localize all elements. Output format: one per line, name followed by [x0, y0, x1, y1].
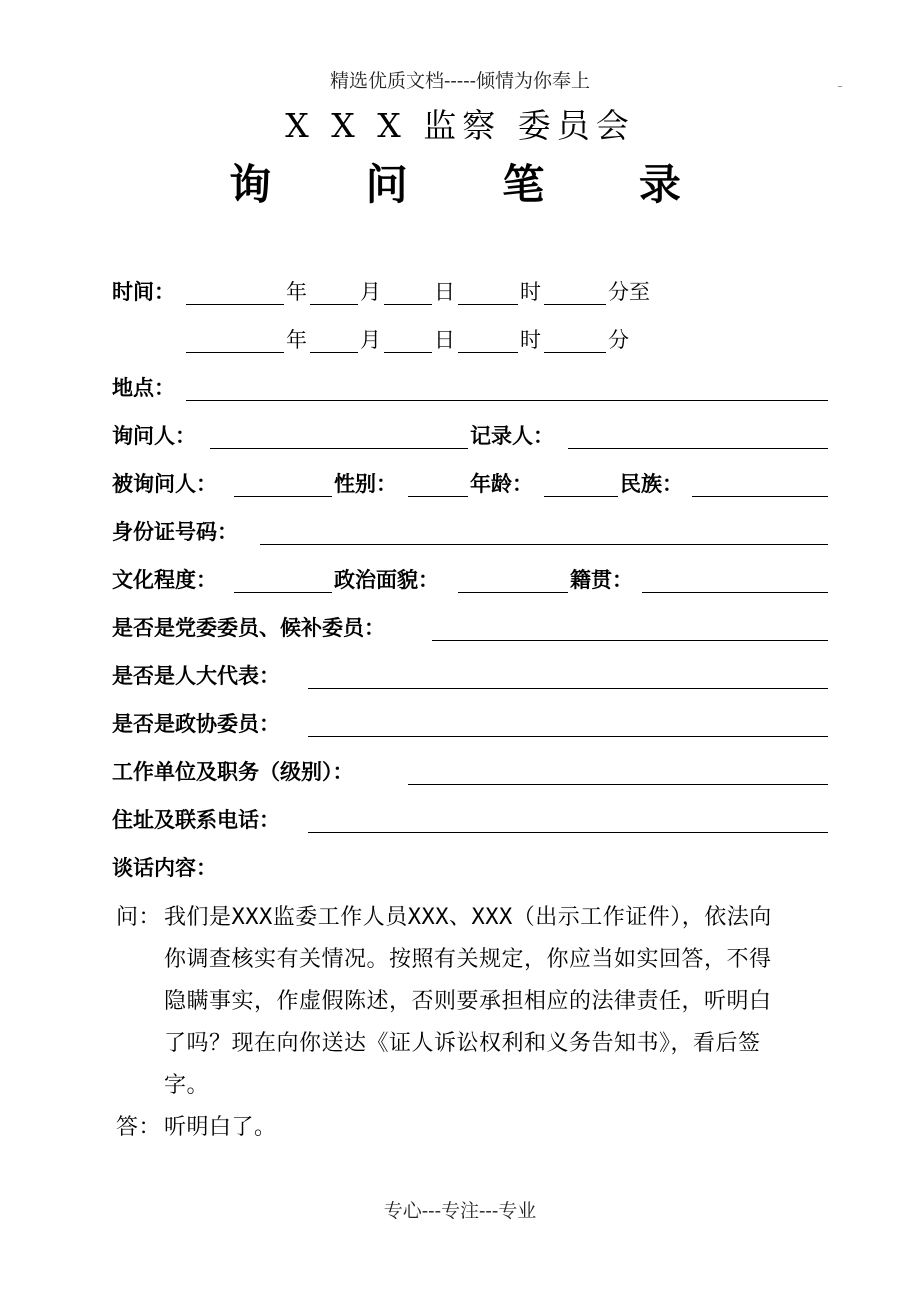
question-line: 隐瞒事实，作虚假陈述，否则要承担相应的法律责任，听明白 — [164, 989, 772, 1014]
question-line: 字。 — [164, 1073, 210, 1098]
start-minute-field[interactable] — [544, 304, 606, 305]
work-unit-row — [112, 756, 828, 788]
document-title: 询 问 笔 录 — [229, 160, 721, 209]
hour-unit: 时 — [520, 280, 541, 304]
start-year-field[interactable] — [186, 304, 284, 305]
day-unit: 日 — [434, 328, 455, 352]
work-unit-label: 工作单位及职务（级别）： — [112, 760, 354, 784]
gender-label: 性别： — [334, 472, 397, 496]
place-label: 地点： — [112, 376, 175, 400]
education-label: 文化程度： — [112, 568, 217, 592]
conversation-label: 谈话内容： — [112, 856, 217, 880]
education-field[interactable] — [234, 592, 332, 593]
party-committee-field[interactable] — [432, 640, 828, 641]
subject-label: 被询问人： — [112, 472, 217, 496]
interviewer-field[interactable] — [210, 448, 468, 449]
ethnicity-label: 民族： — [620, 472, 683, 496]
year-unit: 年 — [286, 280, 307, 304]
start-hour-field[interactable] — [458, 304, 518, 305]
recorder-field[interactable] — [568, 448, 828, 449]
npc-field[interactable] — [308, 688, 828, 689]
month-unit: 月 — [360, 280, 381, 304]
question-line: 我们是XXX监委工作人员XXX、XXX（出示工作证件），依法向 — [164, 905, 772, 930]
minute-to-unit: 分至 — [608, 280, 650, 304]
place-row — [112, 372, 828, 404]
id-number-field[interactable] — [260, 544, 828, 545]
hour-unit: 时 — [520, 328, 541, 352]
year-unit: 年 — [286, 328, 307, 352]
time-row-start — [112, 276, 832, 308]
answer-prefix: 答： — [116, 1115, 162, 1140]
address-label: 住址及联系电话： — [112, 808, 280, 832]
end-year-field[interactable] — [186, 352, 284, 353]
native-place-label: 籍贯： — [570, 568, 633, 592]
native-place-field[interactable] — [642, 592, 828, 593]
address-row — [112, 804, 828, 836]
interviewer-row — [112, 420, 828, 452]
answer-text: 听明白了。 — [164, 1115, 277, 1140]
conversation-row — [112, 852, 412, 884]
education-row — [112, 564, 828, 596]
start-day-field[interactable] — [384, 304, 432, 305]
address-field[interactable] — [308, 832, 828, 833]
question-line: 了吗？现在向你送达《证人诉讼权利和义务告知书》，看后签 — [164, 1031, 761, 1056]
end-hour-field[interactable] — [458, 352, 518, 353]
politics-field[interactable] — [458, 592, 568, 593]
politics-label: 政治面貌： — [334, 568, 439, 592]
time-row-end — [112, 324, 832, 356]
party-committee-row — [112, 612, 828, 644]
end-minute-field[interactable] — [544, 352, 606, 353]
time-label: 时间： — [112, 280, 175, 304]
id-number-row — [112, 516, 828, 548]
cppcc-field[interactable] — [308, 736, 828, 737]
npc-label: 是否是人大代表： — [112, 664, 280, 688]
ethnicity-field[interactable] — [692, 496, 828, 497]
place-field[interactable] — [186, 400, 828, 401]
question-line: 你调查核实有关情况。按照有关规定，你应当如实回答，不得 — [164, 947, 772, 972]
end-day-field[interactable] — [384, 352, 432, 353]
age-field[interactable] — [544, 496, 618, 497]
header-banner: 精选优质文档-----倾情为你奉上 — [329, 70, 591, 92]
npc-row — [112, 660, 828, 692]
organization-title: X X X 监察 委员会 — [285, 106, 635, 145]
month-unit: 月 — [360, 328, 381, 352]
decorative-dot — [838, 86, 842, 87]
cppcc-label: 是否是政协委员： — [112, 712, 280, 736]
recorder-label: 记录人： — [470, 424, 554, 448]
party-committee-label: 是否是党委委员、候补委员： — [112, 616, 385, 640]
subject-name-field[interactable] — [234, 496, 332, 497]
footer-text: 专心---专注---专业 — [383, 1200, 537, 1222]
gender-field[interactable] — [408, 496, 468, 497]
work-unit-field[interactable] — [408, 784, 828, 785]
subject-row — [112, 468, 828, 500]
id-number-label: 身份证号码： — [112, 520, 238, 544]
question-prefix: 问： — [116, 905, 162, 930]
interviewer-label: 询问人： — [112, 424, 196, 448]
start-month-field[interactable] — [310, 304, 358, 305]
minute-unit: 分 — [608, 328, 629, 352]
age-label: 年龄： — [470, 472, 533, 496]
day-unit: 日 — [434, 280, 455, 304]
end-month-field[interactable] — [310, 352, 358, 353]
cppcc-row — [112, 708, 828, 740]
